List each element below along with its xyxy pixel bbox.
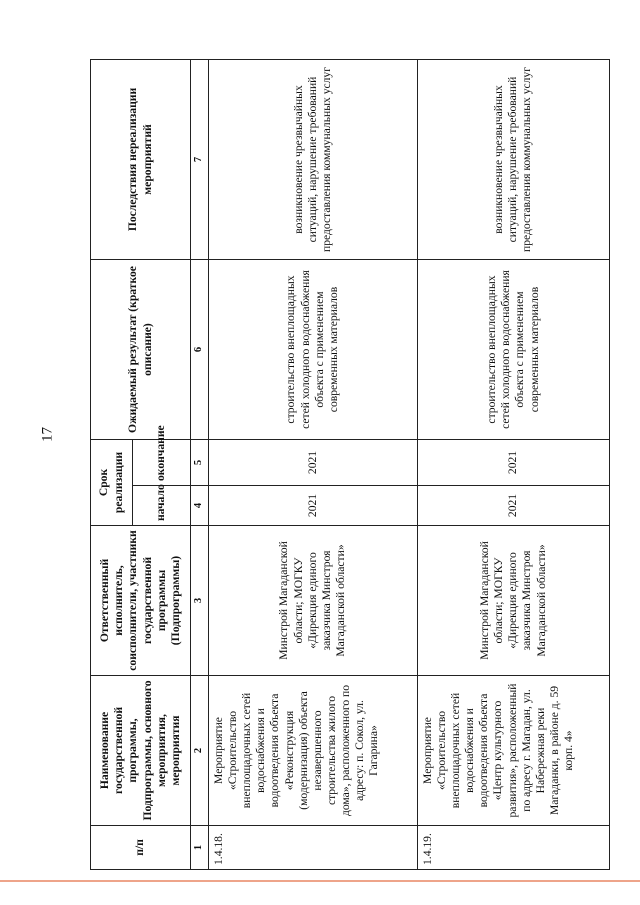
- column-number: 2: [191, 676, 209, 826]
- table-row: [417, 60, 609, 870]
- row-result: строительство внеплощадных сетей холодного водоснабжения объекта с применением современных материалов: [417, 260, 609, 440]
- column-number: 5: [191, 440, 209, 486]
- header-executor: Ответственный исполнитель, соисполнители, участники государственной программы (Подпрограммы): [91, 526, 191, 676]
- column-number: 4: [191, 486, 209, 526]
- row-start: 2021: [417, 486, 609, 526]
- header-period: Срок реализации: [91, 440, 133, 526]
- table-row: [208, 60, 417, 870]
- header-consequence: Последствия нереализации мероприятий: [91, 60, 191, 260]
- header-start: начало: [133, 486, 191, 526]
- row-executor: Минстрой Магаданской области; МОГКУ «Дирекция единого заказчика Минстроя Магаданской области»: [208, 526, 417, 676]
- row-index: 1.4.19.: [417, 826, 609, 870]
- row-result: строительство внеплощадных сетей холодного водоснабжения объекта с применением современных материалов: [208, 260, 417, 440]
- row-consequence: возникновение чрезвычайных ситуаций, нарушение требований предоставления коммунальных услуг: [208, 60, 417, 260]
- program-table: [90, 59, 610, 870]
- row-start: 2021: [208, 486, 417, 526]
- header-name: Наименование государственной программы, Подпрограммы, основного мероприятия, мероприятия: [91, 676, 191, 826]
- column-number: 6: [191, 260, 209, 440]
- header-end: окончание: [133, 440, 191, 486]
- header-index: п/п: [91, 826, 191, 870]
- header-result: Ожидаемый результат (краткое описание): [91, 260, 191, 440]
- row-name: Мероприятие «Строительство внеплощадочных сетей водоснабжения и водоотведения объекта «Центр культурного развития», расположенный по адресу г. Магадан, ул. Набережная реки Магаданки, в районе д. 59 корп. 4»: [417, 676, 609, 826]
- column-number: 1: [191, 826, 209, 870]
- row-index: 1.4.18.: [208, 826, 417, 870]
- row-name: Мероприятие «Строительство внеплощадочных сетей водоснабжения и водоотведения объекта «Реконструкция (модернизация) объекта незавершенного строительства жилого дома», расположенного по адресу: п. Сокол, ул. Гагарина»: [208, 676, 417, 826]
- rotated-table-container: [90, 60, 610, 870]
- row-end: 2021: [417, 440, 609, 486]
- page-number: 17: [39, 427, 56, 442]
- scan-edge-line: [0, 880, 640, 882]
- row-executor: Минстрой Магаданской области; МОГКУ «Дирекция единого заказчика Минстроя Магаданской области»: [417, 526, 609, 676]
- column-number-row: [191, 60, 209, 870]
- column-number: 3: [191, 526, 209, 676]
- column-number: 7: [191, 60, 209, 260]
- row-end: 2021: [208, 440, 417, 486]
- row-consequence: возникновение чрезвычайных ситуаций, нарушение требований предоставления коммунальных услуг: [417, 60, 609, 260]
